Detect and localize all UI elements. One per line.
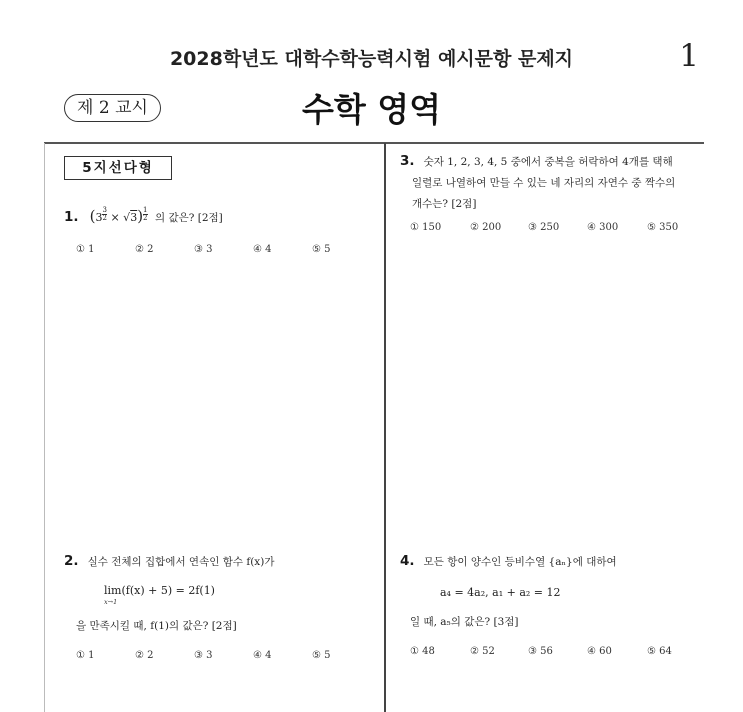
period-badge: 제 2 교시 xyxy=(64,94,161,122)
choice-option[interactable]: ⑤ 64 xyxy=(647,646,672,657)
header-divider xyxy=(44,142,704,144)
question-formula: a₄ = 4a₂, a₁ + a₂ = 12 xyxy=(440,586,561,599)
choice-option[interactable]: ④ 300 xyxy=(587,222,619,233)
question-text: 실수 전체의 집합에서 연속인 함수 f(x)가 xyxy=(87,556,275,568)
question-1 xyxy=(64,206,374,229)
question-expression: ($3^{\frac{3}{2}}$ × √3)$^{\frac{1}{2}}$ xyxy=(89,205,148,225)
choice-option[interactable]: ⑤ 350 xyxy=(647,222,679,233)
question-3 xyxy=(400,150,700,215)
choice-option[interactable]: ③ 56 xyxy=(528,646,553,657)
question-text: 의 값은? [2점] xyxy=(155,212,223,224)
question-text-line: 일렬로 나열하여 만들 수 있는 네 자리의 자연수 중 짝수의 xyxy=(412,177,676,189)
choice-option[interactable]: ③ 3 xyxy=(194,650,213,661)
question-text-line: 숫자 1, 2, 3, 4, 5 중에서 중복을 허락하여 4개를 택해 xyxy=(423,156,673,168)
subject-title: 수학 영역 xyxy=(301,90,441,129)
choice-option[interactable]: ⑤ 5 xyxy=(312,244,331,255)
choice-option[interactable]: ④ 4 xyxy=(253,650,272,661)
choices-q3 xyxy=(410,222,710,238)
question-formula: lim(f(x) + 5) = 2f(1) xyxy=(104,584,215,597)
question-text-2: 일 때, a₅의 값은? [3점] xyxy=(410,616,519,628)
question-number: 4. xyxy=(400,553,415,569)
choice-option[interactable]: ③ 250 xyxy=(528,222,560,233)
column-divider xyxy=(384,143,386,712)
choice-option[interactable]: ② 2 xyxy=(135,244,154,255)
choices-q2 xyxy=(76,650,376,666)
left-border xyxy=(44,143,45,712)
question-2 xyxy=(64,550,374,573)
choice-option[interactable]: ② 52 xyxy=(470,646,495,657)
page-number: 1 xyxy=(679,38,699,74)
choice-option[interactable]: ② 2 xyxy=(135,650,154,661)
question-number: 2. xyxy=(64,553,79,569)
limit-subscript: x→1 xyxy=(104,598,118,606)
question-text: 모든 항이 양수인 등비수열 {aₙ}에 대하여 xyxy=(423,556,617,568)
choices-q4 xyxy=(410,646,710,662)
question-4 xyxy=(400,550,700,573)
question-number: 1. xyxy=(64,209,79,225)
question-number: 3. xyxy=(400,153,415,169)
choice-option[interactable]: ② 200 xyxy=(470,222,502,233)
choice-option[interactable]: ① 48 xyxy=(410,646,435,657)
choice-option[interactable]: ④ 4 xyxy=(253,244,272,255)
question-text-line: 개수는? [2점] xyxy=(412,198,477,210)
section-label: 5지선다형 xyxy=(64,156,172,180)
question-text-2: 을 만족시킬 때, f(1)의 값은? [2점] xyxy=(76,620,237,632)
choice-option[interactable]: ① 150 xyxy=(410,222,442,233)
choices-q1 xyxy=(76,244,376,260)
exam-title: 2028학년도 대학수학능력시험 예시문항 문제지 xyxy=(169,48,574,70)
choice-option[interactable]: ① 1 xyxy=(76,650,95,661)
choice-option[interactable]: ⑤ 5 xyxy=(312,650,331,661)
choice-option[interactable]: ③ 3 xyxy=(194,244,213,255)
choice-option[interactable]: ① 1 xyxy=(76,244,95,255)
choice-option[interactable]: ④ 60 xyxy=(587,646,612,657)
